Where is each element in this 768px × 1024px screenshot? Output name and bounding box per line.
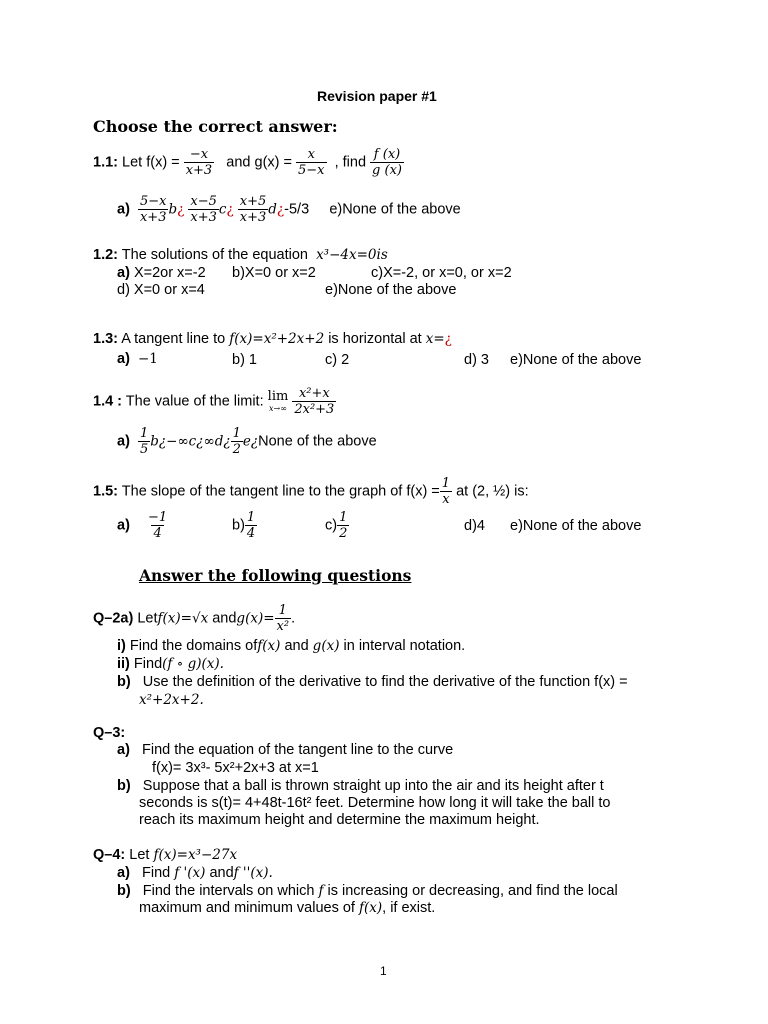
section-heading-mcq: Choose the correct answer: — [93, 117, 338, 136]
fraction-f: $\frac{-x}{x+3}$ — [185, 147, 213, 178]
question-text: Let f(x) = — [122, 154, 180, 171]
limit-operator: lim x→∞ — [267, 389, 289, 413]
q4-part-a: a) Find f '(x) andf ''(x). — [117, 865, 273, 881]
question-text: The solutions of the equation — [121, 247, 308, 263]
question-text: at (2, ½) is: — [456, 483, 529, 500]
question-text: The value of the limit: — [125, 393, 264, 410]
question-label: 1.4 : — [93, 393, 123, 410]
q13-option-d: d) 3 — [464, 352, 489, 368]
question-1-4 — [93, 386, 336, 417]
q13-option-c: c) 2 — [325, 352, 350, 368]
fraction-1-over-x: $\frac{1}{x}$ — [441, 476, 451, 507]
question-1-4-options — [117, 426, 377, 457]
function-f: f(x)=√x — [157, 610, 209, 627]
q15-option-e: e)None of the above — [510, 518, 642, 534]
option-c-fraction: $\frac{x+5}{x+3}$ — [239, 194, 267, 225]
q12-option-b: b)X=0 or x=2 — [232, 265, 316, 281]
q2-part-b: b) Use the definition of the derivative to find the derivative of the function f(x) = — [117, 674, 628, 690]
fraction-1-over-x2: $\frac{1}{\text{x²}}$ — [276, 603, 290, 634]
q15-option-b: b) $\frac{1}{4}$ — [232, 510, 256, 541]
option-e: None of the above — [258, 433, 377, 450]
option-b-fraction: $\frac{x-5}{x+3}$ — [190, 194, 217, 225]
option-e: e)None of the above — [329, 201, 461, 218]
question-text: The slope of the tangent line to the graph of f(x) = — [121, 483, 440, 500]
question-label: 1.2: — [93, 247, 118, 263]
q12-option-d: d) X=0 or x=4 — [117, 282, 205, 298]
function-f: f(x)=x³−27x — [153, 847, 238, 863]
q3-part-b-line2: seconds is s(t)= 4+48t-16t² feet. Determine how long it will take the ball to — [139, 795, 611, 811]
option-label-a: a) — [117, 201, 130, 218]
q4-part-b-line2: maximum and minimum values of f(x), if exist. — [139, 900, 436, 916]
limit-fraction: $\frac{\text{x²+x}}{\text{2x²+3}}$ — [294, 386, 335, 417]
question-text: and g(x) = — [226, 154, 292, 171]
option-c-marker: c — [218, 201, 227, 218]
question-label: Q–2a) — [93, 610, 134, 627]
question-1-2 — [93, 247, 388, 263]
question-1-3: 1.3: A tangent line to f(x)=x²+2x+2 is horizontal at x=¿ — [93, 331, 452, 347]
question-4: Q–4: Let f(x)=x³−27x — [93, 847, 238, 863]
question-1-5 — [93, 476, 529, 507]
option-d-value: -5/3 — [284, 201, 310, 218]
page-number: 1 — [380, 964, 387, 978]
q13-option-a: a) −1 — [117, 351, 158, 367]
page-title: Revision paper #1 — [317, 88, 437, 104]
option-d-marker: d — [268, 201, 277, 218]
function-g: g(x)= — [236, 610, 275, 627]
fraction-f-over-g: $\frac{f (x)}{g (x)}$ — [372, 147, 402, 178]
question-text: , find — [334, 154, 367, 171]
x-equals: x= — [425, 331, 445, 347]
q2-part-i: i) Find the domains off(x) and g(x) in interval notation. — [117, 638, 466, 654]
option-d-fraction: $\frac{1}{2}$ — [232, 426, 241, 457]
function-expression: f(x)=x²+2x+2 — [229, 331, 325, 347]
equation: x³−4x=0is — [316, 247, 388, 263]
question-2a: Q–2a) Letf(x)=√x andg(x)= $\frac{1}{\text{x²}}$ . — [93, 603, 296, 634]
q13-option-e: e)None of the above — [510, 352, 642, 368]
q3-part-b-line1: b) Suppose that a ball is thrown straight up into the air and its height after t — [117, 778, 604, 794]
option-b-marker: b — [168, 201, 178, 218]
q15-option-c: c) $\frac{1}{2}$ — [325, 510, 348, 541]
question-text: is horizontal at — [328, 331, 422, 347]
section-heading-questions: Answer the following questions — [139, 566, 412, 585]
q3-part-a: a) Find the equation of the tangent line to the curve — [117, 742, 454, 758]
q4-part-b-line1: b) Find the intervals on which f is increasing or decreasing, and find the local — [117, 883, 618, 899]
option-e-marker: e¿ — [242, 433, 259, 450]
option-a-fraction: $\frac{1}{5}$ — [139, 426, 149, 457]
q2-part-b-expr: x²+2x+2. — [139, 692, 204, 708]
q15-option-a: a) $\frac{-1}{4}$ — [117, 510, 168, 541]
question-label: 1.1: — [93, 154, 118, 171]
option-label-a: a) — [117, 433, 130, 450]
q13-option-b: b) 1 — [232, 352, 257, 368]
q2-part-ii: ii) Find(f ∘ g)(x). — [117, 656, 224, 672]
q3-part-b-line3: reach its maximum height and determine the maximum height. — [139, 812, 540, 828]
fraction-g: $\frac{x}{5-x}$ — [298, 147, 325, 178]
question-label: 1.5: — [93, 483, 118, 500]
q15-option-d: d)4 — [464, 518, 485, 534]
question-3-label: Q–3: — [93, 725, 126, 741]
question-text: A tangent line to — [121, 331, 226, 347]
option-a-fraction: $\frac{5-x}{x+3}$ — [139, 194, 167, 225]
question-1-1-options: a) $\frac{5-x}{x+3}$ b¿ $\frac{x-5}{x+3}$ c¿ $\frac{x+5}{x+3}$ d¿-5/3 e)None of the above — [117, 194, 461, 225]
q12-option-a: a) X=2or x=-2 — [117, 265, 206, 281]
q12-option-e: e)None of the above — [325, 282, 457, 298]
q12-option-c: c)X=-2, or x=0, or x=2 — [371, 265, 512, 281]
options-b-c-d: b¿−∞c¿∞d¿ — [150, 433, 231, 450]
question-1-1 — [93, 147, 404, 178]
q3-part-a-eq: f(x)= 3x³- 5x²+2x+3 at x=1 — [152, 760, 319, 776]
question-label: 1.3: — [93, 331, 118, 347]
